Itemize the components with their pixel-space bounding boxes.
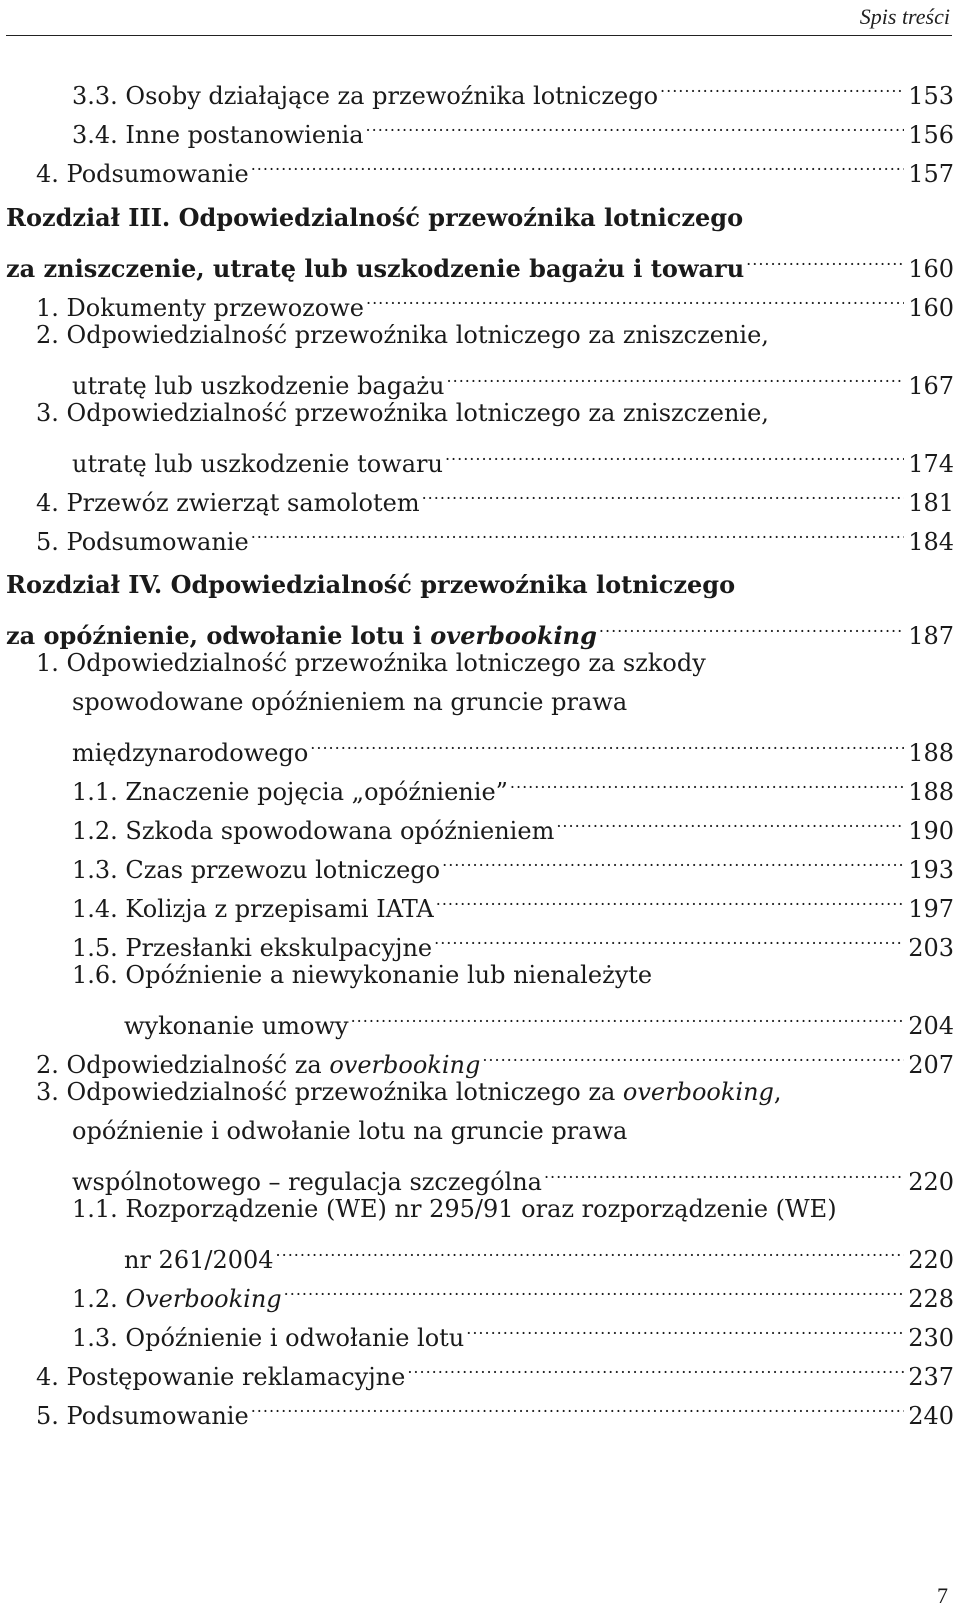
toc-page-number: 160 bbox=[908, 255, 954, 283]
toc-leader-dots bbox=[434, 916, 904, 956]
toc-leader-dots bbox=[482, 1033, 904, 1073]
toc-entry-label: 1.3. Czas przewozu lotniczego bbox=[72, 856, 441, 884]
toc-entry-label: wspólnotowego – regulacja szczególna bbox=[72, 1168, 542, 1196]
toc-entry-label: utratę lub uszkodzenie bagażu bbox=[72, 372, 445, 400]
toc-leader-dots bbox=[251, 142, 905, 182]
toc-page-number: 190 bbox=[908, 817, 954, 845]
toc-leader-dots bbox=[366, 103, 905, 143]
toc-page-number: 156 bbox=[908, 121, 954, 149]
toc-entry-label: za zniszczenie, utratę lub uszkodzenie bagażu i towaru bbox=[6, 254, 745, 283]
toc-page-number: 204 bbox=[908, 1012, 954, 1040]
toc-page-number: 197 bbox=[908, 895, 954, 923]
toc-leader-dots bbox=[599, 604, 904, 644]
toc-page-number: 240 bbox=[908, 1402, 954, 1430]
chapter-4-heading: Rozdział IV. Odpowiedzialność przewoźnika lotniczego bbox=[6, 570, 736, 599]
toc-entry-label: 1. Dokumenty przewozowe bbox=[36, 294, 364, 322]
toc-leader-dots bbox=[746, 237, 904, 277]
toc-page-number: 228 bbox=[908, 1285, 954, 1313]
toc-leader-dots bbox=[466, 1306, 904, 1346]
toc-page-number: 188 bbox=[908, 739, 954, 767]
header-rule bbox=[6, 35, 952, 36]
toc-page-number: 207 bbox=[908, 1051, 954, 1079]
toc-page-number: 188 bbox=[908, 778, 954, 806]
toc-page-number: 174 bbox=[908, 450, 954, 478]
toc-leader-dots bbox=[660, 64, 904, 104]
toc-entry-label: 5. Podsumowanie bbox=[36, 528, 249, 556]
toc-entry-4-1-line1: 1. Odpowiedzialność przewoźnika lotniczego za szkody bbox=[36, 649, 706, 677]
toc-page-number: 184 bbox=[908, 528, 954, 556]
toc-leader-dots bbox=[284, 1267, 905, 1307]
toc-leader-dots bbox=[366, 276, 904, 316]
toc-page-number: 220 bbox=[908, 1246, 954, 1274]
toc-entry-4-3-line2: opóźnienie i odwołanie lotu na gruncie prawa bbox=[72, 1117, 628, 1145]
toc-entry-4-3-1-line1: 1.1. Rozporządzenie (WE) nr 295/91 oraz rozporządzenie (WE) bbox=[72, 1195, 837, 1223]
toc-page-number: 157 bbox=[908, 160, 954, 188]
toc-entry-label: 3.4. Inne postanowienia bbox=[72, 121, 364, 149]
toc-entry-4[interactable] bbox=[36, 142, 954, 194]
page-header-title: Spis treści bbox=[859, 4, 950, 29]
toc-page-number: 193 bbox=[908, 856, 954, 884]
toc-leader-dots bbox=[422, 471, 905, 511]
toc-leader-dots bbox=[445, 432, 904, 472]
toc-entry-label: 2. Odpowiedzialność za overbooking bbox=[36, 1051, 481, 1079]
toc-page-number: 160 bbox=[908, 294, 954, 322]
toc-page-number: 187 bbox=[908, 622, 954, 650]
toc-entry-label: nr 261/2004 bbox=[124, 1246, 274, 1274]
toc-entry-label: za opóźnienie, odwołanie lotu i overbooking bbox=[6, 621, 597, 650]
toc-leader-dots bbox=[407, 1345, 904, 1385]
toc-entry-label: międzynarodowego bbox=[72, 739, 309, 767]
toc-entry-label: 1.4. Kolizja z przepisami IATA bbox=[72, 895, 434, 923]
toc-leader-dots bbox=[310, 721, 904, 761]
toc-page-number: 203 bbox=[908, 934, 954, 962]
toc-leader-dots bbox=[556, 799, 904, 839]
toc-entry-4-1-line2: spowodowane opóźnieniem na gruncie prawa bbox=[72, 688, 628, 716]
toc-entry-label: 3.3. Osoby działające za przewoźnika lotniczego bbox=[72, 82, 659, 110]
toc-leader-dots bbox=[276, 1228, 905, 1268]
toc-page-number: 153 bbox=[908, 82, 954, 110]
toc-leader-dots bbox=[442, 838, 904, 878]
toc-entry-label: 4. Postępowanie reklamacyjne bbox=[36, 1363, 406, 1391]
toc-leader-dots bbox=[251, 1384, 905, 1424]
toc-entry-label: 1.2. Overbooking bbox=[72, 1285, 282, 1313]
toc-entry-3-3b-line1: 3. Odpowiedzialność przewoźnika lotniczego za zniszczenie, bbox=[36, 399, 769, 427]
toc-entry-4-3-line1: 3. Odpowiedzialność przewoźnika lotniczego za overbooking, bbox=[36, 1078, 782, 1106]
toc-leader-dots bbox=[351, 994, 905, 1034]
toc-entry-label: 1.2. Szkoda spowodowana opóźnieniem bbox=[72, 817, 555, 845]
toc-entry-label: 1.5. Przesłanki ekskulpacyjne bbox=[72, 934, 433, 962]
toc-entry-label: 4. Przewóz zwierząt samolotem bbox=[36, 489, 420, 517]
toc-entry-3-5[interactable] bbox=[36, 510, 954, 562]
toc-leader-dots bbox=[544, 1150, 904, 1190]
toc-entry-label: wykonanie umowy bbox=[124, 1012, 349, 1040]
toc-page-number: 167 bbox=[908, 372, 954, 400]
toc-entry-label: 1.3. Opóźnienie i odwołanie lotu bbox=[72, 1324, 465, 1352]
page-number: 7 bbox=[937, 1583, 948, 1608]
toc-entry-label: utratę lub uszkodzenie towaru bbox=[72, 450, 443, 478]
toc-entry-label: 4. Podsumowanie bbox=[36, 160, 249, 188]
toc-leader-dots bbox=[251, 510, 905, 550]
toc-page-number: 230 bbox=[908, 1324, 954, 1352]
toc-entry-4-1-6-line1: 1.6. Opóźnienie a niewykonanie lub nienależyte bbox=[72, 961, 653, 989]
toc-leader-dots bbox=[436, 877, 904, 917]
toc-entry-4-5[interactable] bbox=[36, 1384, 954, 1436]
chapter-3-heading: Rozdział III. Odpowiedzialność przewoźnika lotniczego bbox=[6, 203, 744, 232]
toc-entry-3-2-line1: 2. Odpowiedzialność przewoźnika lotniczego za zniszczenie, bbox=[36, 321, 769, 349]
toc-page-number: 181 bbox=[908, 489, 954, 517]
toc-leader-dots bbox=[447, 354, 905, 394]
toc-entry-label: 1.1. Znaczenie pojęcia „opóźnienie” bbox=[72, 778, 508, 806]
toc-entry-label: 5. Podsumowanie bbox=[36, 1402, 249, 1430]
toc-page-number: 237 bbox=[908, 1363, 954, 1391]
toc-leader-dots bbox=[510, 760, 904, 800]
toc-page-number: 220 bbox=[908, 1168, 954, 1196]
